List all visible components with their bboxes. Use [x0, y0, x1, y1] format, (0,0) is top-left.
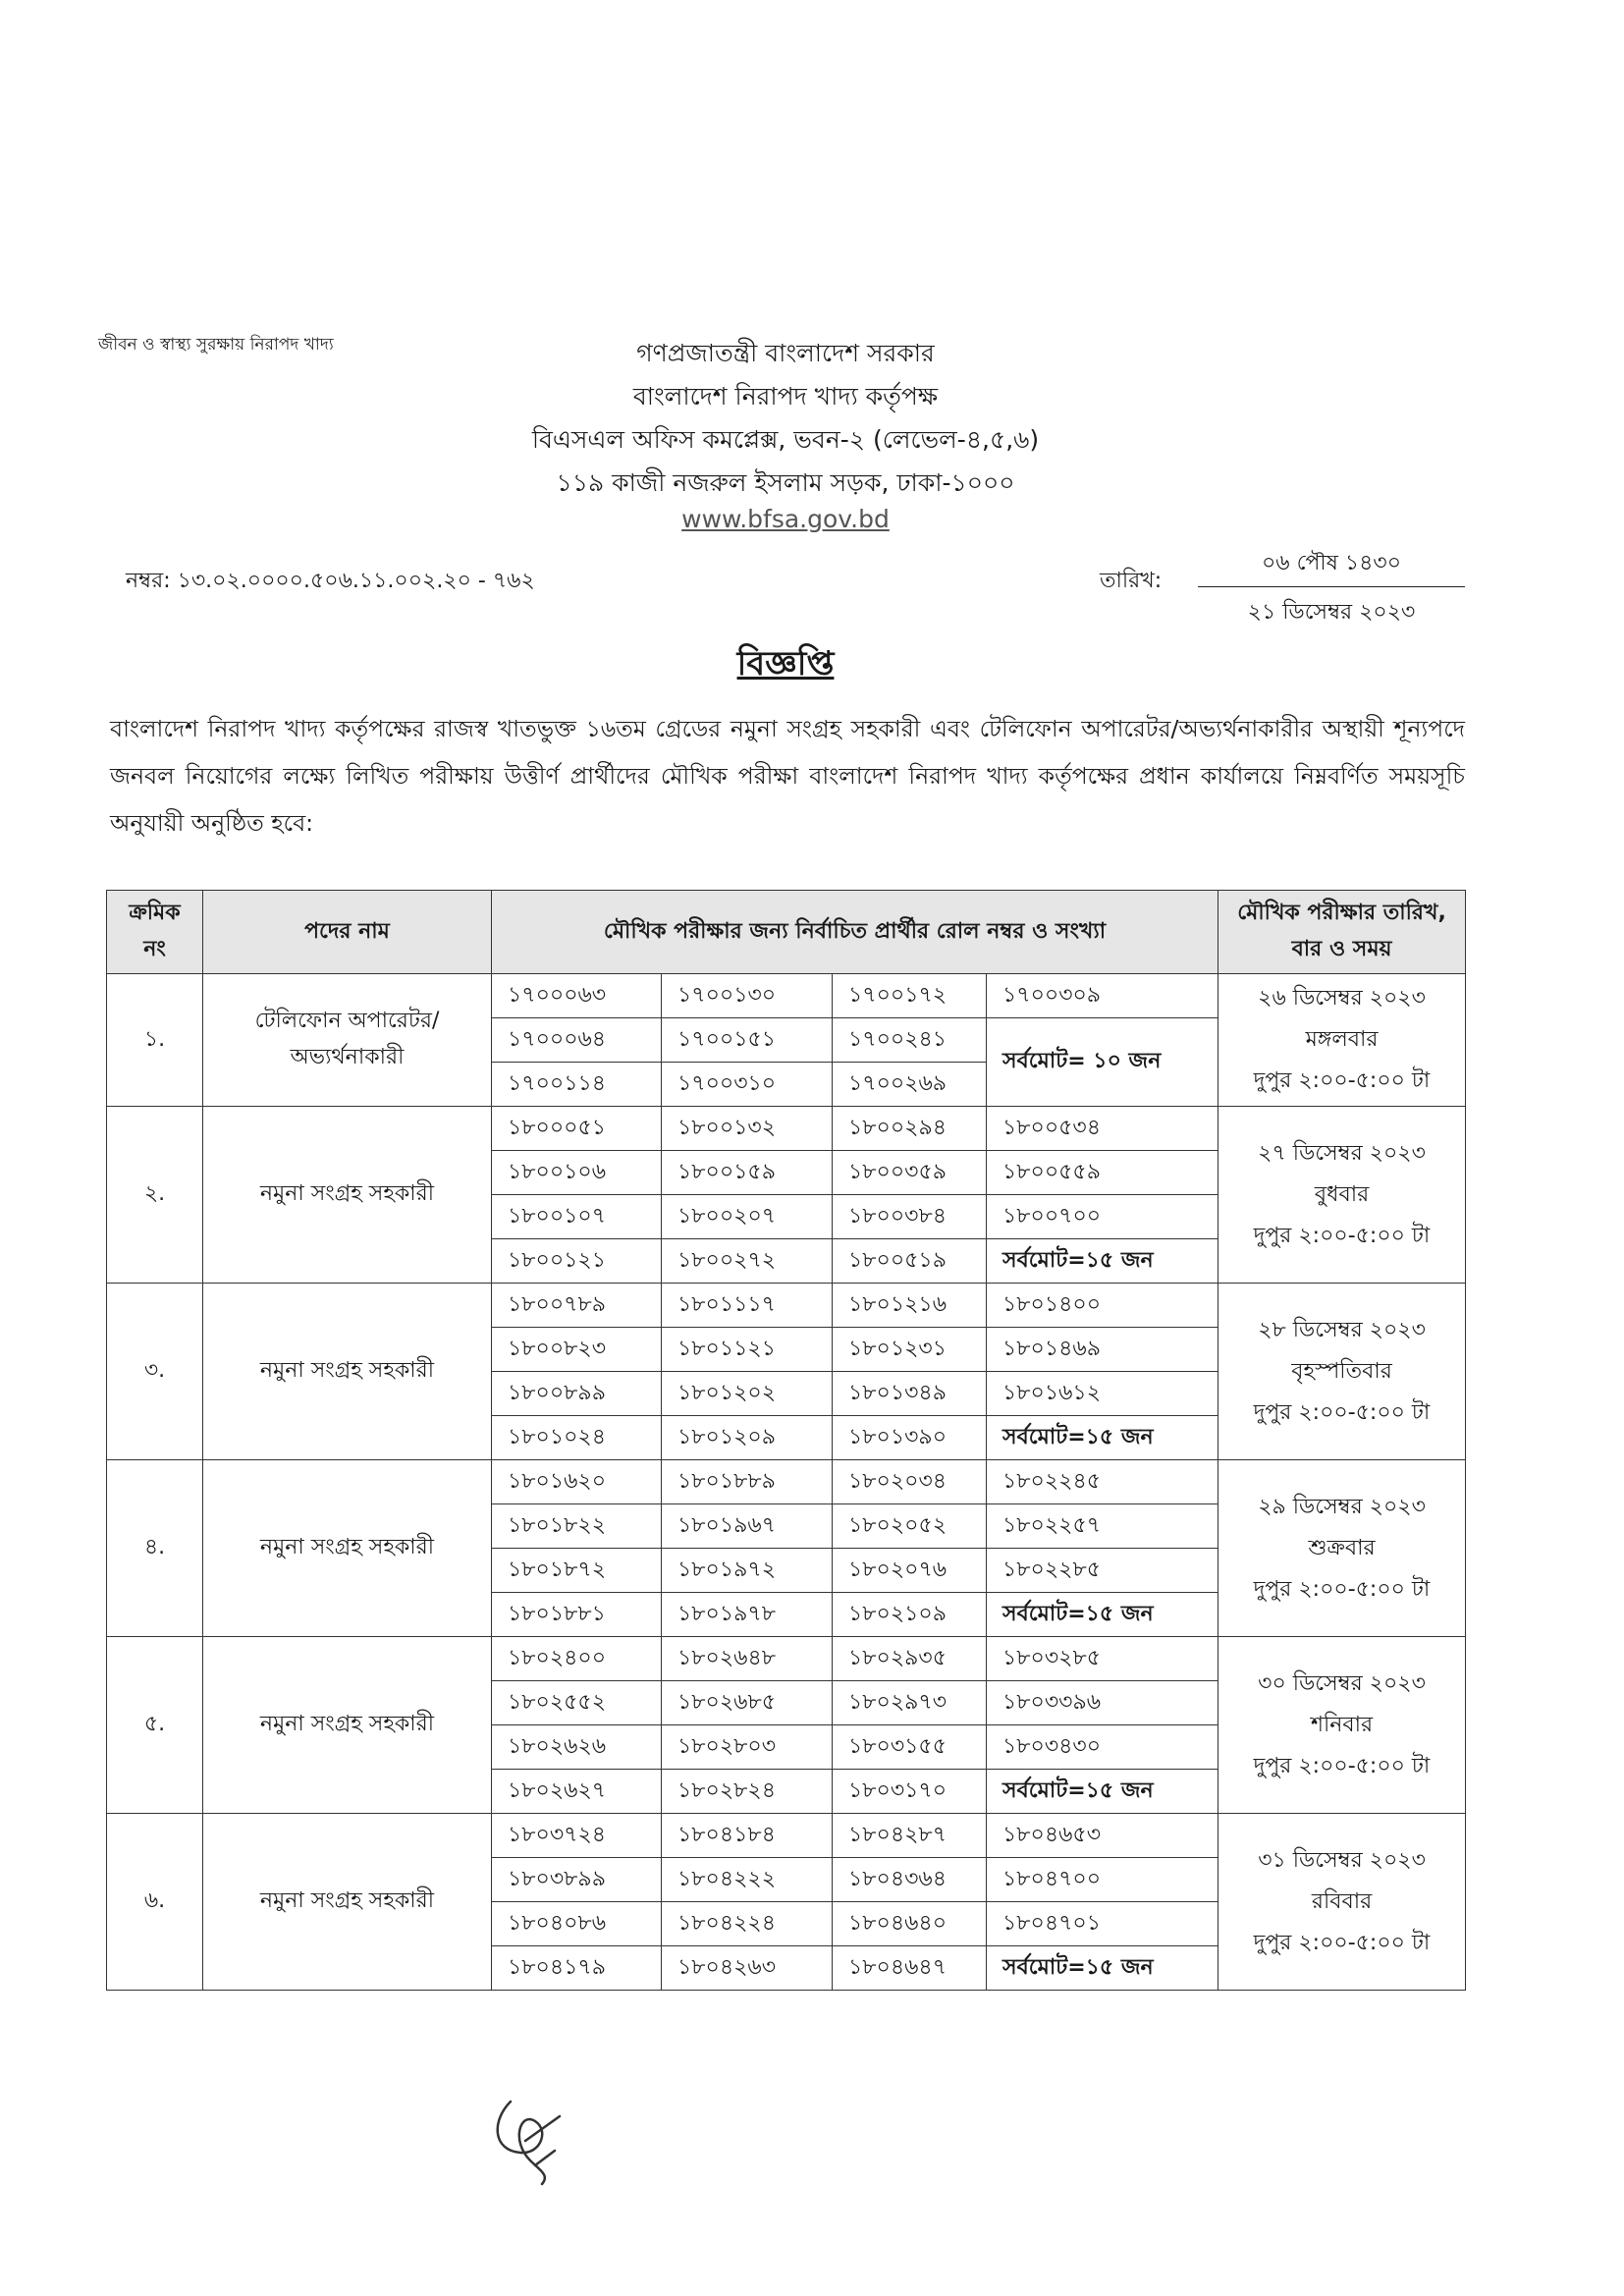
office-address-line1: বিএসএল অফিস কমপ্লেক্স, ভবন-২ (লেভেল-৪,৫,৬) — [531, 425, 1040, 454]
header-schedule: মৌখিক পরীক্ষার তারিখ, বার ও সময় — [1218, 891, 1466, 974]
roll-number-cell: ১৮০৩১৫৫ — [833, 1725, 987, 1770]
table-row — [107, 1284, 1466, 1328]
schedule-date: ২৯ ডিসেম্বর ২০২৩ — [1258, 1494, 1426, 1519]
serial-cell: ৩. — [107, 1284, 203, 1460]
serial-cell: ৫. — [107, 1637, 203, 1814]
table-row — [107, 1107, 1466, 1151]
roll-number-cell: ১৮০৪২২৪ — [662, 1902, 833, 1946]
total-count-cell: সর্বমোট=১৫ জন — [987, 1416, 1218, 1460]
roll-number-cell: ১৮০৩১৭০ — [833, 1770, 987, 1814]
roll-number-cell: ১৮০২৬৪৮ — [662, 1637, 833, 1681]
roll-number-cell: ১৮০১৩৪৯ — [833, 1372, 987, 1416]
schedule-time: দুপুর ২:০০-৫:০০ টা — [1253, 1399, 1431, 1425]
roll-number-cell: ১৮০২৪০০ — [492, 1637, 662, 1681]
roll-number-cell: ১৮০২৫৫২ — [492, 1681, 662, 1725]
roll-number-cell: ১৮০১৯৭২ — [662, 1549, 833, 1593]
serial-cell: ৪. — [107, 1460, 203, 1637]
serial-cell: ৬. — [107, 1814, 203, 1991]
roll-number-cell: ১৮০১৩৯০ — [833, 1416, 987, 1460]
roll-number-cell: ১৮০৪১৮৪ — [662, 1814, 833, 1858]
total-count-cell: সর্বমোট=১৫ জন — [987, 1593, 1218, 1637]
roll-number-cell: ১৮০২২৮৫ — [987, 1549, 1218, 1593]
office-address-line2: ১১৯ কাজী নজরুল ইসলাম সড়ক, ঢাকা-১০০০ — [556, 468, 1015, 497]
notice-title: বিজ্ঞপ্তি — [736, 644, 835, 683]
roll-number-cell: ১৮০১১২১ — [662, 1328, 833, 1372]
roll-number-cell: ১৭০০১৩০ — [662, 974, 833, 1018]
roll-number-cell: ১৮০৩২৮৫ — [987, 1637, 1218, 1681]
date-gregorian: ২১ ডিসেম্বর ২০২৩ — [1247, 600, 1416, 625]
table-header-row — [107, 891, 1466, 974]
roll-number-cell: ১৮০২২৫৭ — [987, 1504, 1218, 1549]
schedule-day: শনিবার — [1310, 1712, 1374, 1737]
roll-number-cell: ১৮০১৮৮৯ — [662, 1460, 833, 1504]
schedule-day: মঙ্গলবার — [1305, 1027, 1379, 1052]
schedule-table — [106, 890, 1466, 1991]
government-name: গণপ্রজাতন্ত্রী বাংলাদেশ সরকার — [636, 339, 935, 367]
signature — [481, 2082, 589, 2190]
schedule-day: বুধবার — [1314, 1181, 1370, 1207]
schedule-date: ২৭ ডিসেম্বর ২০২৩ — [1258, 1140, 1426, 1166]
roll-number-cell: ১৮০৪৭০১ — [987, 1902, 1218, 1946]
roll-number-cell: ১৮০১২৩১ — [833, 1328, 987, 1372]
roll-number-cell: ১৮০০৭০০ — [987, 1195, 1218, 1239]
header-rolls: মৌখিক পরীক্ষার জন্য নির্বাচিত প্রার্থীর রোল নম্বর ও সংখ্যা — [492, 891, 1218, 974]
roll-number-cell: ১৮০০৫১৯ — [833, 1239, 987, 1284]
roll-number-cell: ১৮০০২৯৪ — [833, 1107, 987, 1151]
roll-number-cell: ১৮০২৬২৬ — [492, 1725, 662, 1770]
schedule-cell — [1218, 1637, 1466, 1814]
post-name-cell: টেলিফোন অপারেটর/অভ্যর্থনাকারী — [203, 974, 492, 1107]
serial-cell: ১. — [107, 974, 203, 1107]
roll-number-cell: ১৮০৩৮৯৯ — [492, 1858, 662, 1902]
roll-number-cell: ১৮০২৬২৭ — [492, 1770, 662, 1814]
roll-number-cell: ১৮০১২০২ — [662, 1372, 833, 1416]
schedule-cell — [1218, 1814, 1466, 1991]
header-serial: ক্রমিক নং — [107, 891, 203, 974]
post-name-cell: নমুনা সংগ্রহ সহকারী — [203, 1637, 492, 1814]
roll-number-cell: ১৮০১১১৭ — [662, 1284, 833, 1328]
roll-number-cell: ১৮০০২০৭ — [662, 1195, 833, 1239]
schedule-date: ৩১ ডিসেম্বর ২০২৩ — [1258, 1847, 1426, 1873]
roll-number-cell: ১৭০০৩০৯ — [987, 974, 1218, 1018]
roll-number-cell: ১৮০৪৭০০ — [987, 1858, 1218, 1902]
roll-number-cell: ১৮০০৮৯৯ — [492, 1372, 662, 1416]
roll-number-cell: ১৮০৪৬৫৩ — [987, 1814, 1218, 1858]
date-bangla: ০৬ পৌষ ১৪৩০ — [1198, 546, 1465, 587]
roll-number-cell: ১৮০২০৭৬ — [833, 1549, 987, 1593]
roll-number-cell: ১৭০০২৬৯ — [833, 1063, 987, 1107]
roll-number-cell: ১৮০২৯৩৫ — [833, 1637, 987, 1681]
roll-number-cell: ১৮০২৮০৩ — [662, 1725, 833, 1770]
roll-number-cell: ১৮০১৯৭৮ — [662, 1593, 833, 1637]
schedule-time: দুপুর ২:০০-৫:০০ টা — [1253, 1753, 1431, 1778]
roll-number-cell: ১৮০০১৩২ — [662, 1107, 833, 1151]
roll-number-cell: ১৭০০১৭২ — [833, 974, 987, 1018]
roll-number-cell: ১৮০৪২২২ — [662, 1858, 833, 1902]
roll-number-cell: ১৮০০১০৭ — [492, 1195, 662, 1239]
roll-number-cell: ১৮০১৪৬৯ — [987, 1328, 1218, 1372]
schedule-day: শুক্রবার — [1308, 1535, 1376, 1560]
notice-body: বাংলাদেশ নিরাপদ খাদ্য কর্তৃপক্ষের রাজস্ব খাতভুক্ত ১৬তম গ্রেডের নমুনা সংগ্রহ সহকারী এবং টেলিফোন অপারেটর/অভ্যর্থনাকারীর অস্থায়ী শূন্যপদে জনবল নিয়োগের লক্ষ্যে লিখিত পরীক্ষায় উত্তীর্ণ প্রার্থীদের মৌখিক পরীক্ষা বাংলাদেশ নিরাপদ খাদ্য কর্তৃপক্ষের প্রধান কার্যালয়ে নিম্নবর্ণিত সময়সূচি অনুযায়ী অনুষ্ঠিত হবে: — [110, 715, 1465, 837]
roll-number-cell: ১৮০১৪০০ — [987, 1284, 1218, 1328]
post-name-cell: নমুনা সংগ্রহ সহকারী — [203, 1284, 492, 1460]
website-link[interactable]: www.bfsa.gov.bd — [681, 505, 890, 533]
roll-number-cell: ১৮০৩৩৯৬ — [987, 1681, 1218, 1725]
roll-number-cell: ১৮০১২০৯ — [662, 1416, 833, 1460]
roll-number-cell: ১৮০১৬১২ — [987, 1372, 1218, 1416]
table-row — [107, 1814, 1466, 1858]
roll-number-cell: ১৭০০২৪১ — [833, 1018, 987, 1063]
schedule-time: দুপুর ২:০০-৫:০০ টা — [1253, 1068, 1431, 1093]
roll-number-cell: ১৮০২০৩৪ — [833, 1460, 987, 1504]
roll-number-cell: ১৮০২০৫২ — [833, 1504, 987, 1549]
schedule-date: ২৬ ডিসেম্বর ২০২৩ — [1258, 986, 1426, 1011]
roll-number-cell: ১৮০৪৩৬৪ — [833, 1858, 987, 1902]
roll-number-cell: ১৮০৪০৮৬ — [492, 1902, 662, 1946]
roll-number-cell: ১৮০০১০৬ — [492, 1151, 662, 1195]
schedule-time: দুপুর ২:০০-৫:০০ টা — [1253, 1576, 1431, 1602]
roll-number-cell: ১৮০২৬৮৫ — [662, 1681, 833, 1725]
roll-number-cell: ১৮০০৩৮৪ — [833, 1195, 987, 1239]
schedule-cell — [1218, 1284, 1466, 1460]
roll-number-cell: ১৮০৪২৬৩ — [662, 1946, 833, 1991]
roll-number-cell: ১৮০০১৫৯ — [662, 1151, 833, 1195]
post-name-cell: নমুনা সংগ্রহ সহকারী — [203, 1460, 492, 1637]
schedule-day: রবিবার — [1311, 1888, 1373, 1914]
post-name-cell: নমুনা সংগ্রহ সহকারী — [203, 1814, 492, 1991]
roll-number-cell: ১৭০০১১৪ — [492, 1063, 662, 1107]
total-count-cell: সর্বমোট= ১০ জন — [987, 1018, 1218, 1107]
schedule-cell — [1218, 1460, 1466, 1637]
schedule-cell — [1218, 1107, 1466, 1284]
post-name-cell: নমুনা সংগ্রহ সহকারী — [203, 1107, 492, 1284]
serial-cell: ২. — [107, 1107, 203, 1284]
authority-name: বাংলাদেশ নিরাপদ খাদ্য কর্তৃপক্ষ — [632, 382, 939, 410]
roll-number-cell: ১৮০২৯৭৩ — [833, 1681, 987, 1725]
table-row — [107, 1460, 1466, 1504]
tagline: জীবন ও স্বাস্থ্য সুরক্ষায় নিরাপদ খাদ্য — [98, 335, 334, 355]
roll-number-cell: ১৮০৪১৭৯ — [492, 1946, 662, 1991]
total-count-cell: সর্বমোট=১৫ জন — [987, 1946, 1218, 1991]
roll-number-cell: ১৮০০৭৮৯ — [492, 1284, 662, 1328]
total-count-cell: সর্বমোট=১৫ জন — [987, 1770, 1218, 1814]
date-label: তারিখ: — [1100, 569, 1163, 593]
roll-number-cell: ১৮০০০৫১ — [492, 1107, 662, 1151]
schedule-time: দুপুর ২:০০-৫:০০ টা — [1253, 1223, 1431, 1248]
total-count-cell: সর্বমোট=১৫ জন — [987, 1239, 1218, 1284]
roll-number-cell: ১৭০০৩১০ — [662, 1063, 833, 1107]
roll-number-cell: ১৮০৪৬৪০ — [833, 1902, 987, 1946]
roll-number-cell: ১৮০১২১৬ — [833, 1284, 987, 1328]
roll-number-cell: ১৮০১৬২০ — [492, 1460, 662, 1504]
roll-number-cell: ১৭০০০৬৩ — [492, 974, 662, 1018]
roll-number-cell: ১৮০০২৭২ — [662, 1239, 833, 1284]
roll-number-cell: ১৮০০১২১ — [492, 1239, 662, 1284]
roll-number-cell: ১৮০৪৬৪৭ — [833, 1946, 987, 1991]
roll-number-cell: ১৭০০০৬৪ — [492, 1018, 662, 1063]
roll-number-cell: ১৮০০৫৩৪ — [987, 1107, 1218, 1151]
schedule-date: ৩০ ডিসেম্বর ২০২৩ — [1258, 1670, 1426, 1696]
roll-number-cell: ১৮০২১০৯ — [833, 1593, 987, 1637]
roll-number-cell: ১৮০৩৪৩০ — [987, 1725, 1218, 1770]
roll-number-cell: ১৮০১৮৭২ — [492, 1549, 662, 1593]
roll-number-cell: ১৮০০৮২৩ — [492, 1328, 662, 1372]
roll-number-cell: ১৮০২২৪৫ — [987, 1460, 1218, 1504]
roll-number-cell: ১৮০০৩৫৯ — [833, 1151, 987, 1195]
schedule-cell — [1218, 974, 1466, 1107]
memo-number: নম্বর: ১৩.০২.০০০০.৫০৬.১১.০০২.২০ - ৭৬২ — [126, 569, 535, 593]
roll-number-cell: ১৮০১৮৮১ — [492, 1593, 662, 1637]
roll-number-cell: ১৮০০৫৫৯ — [987, 1151, 1218, 1195]
roll-number-cell: ১৮০১৯৬৭ — [662, 1504, 833, 1549]
schedule-date: ২৮ ডিসেম্বর ২০২৩ — [1258, 1317, 1426, 1342]
roll-number-cell: ১৮০৩৭২৪ — [492, 1814, 662, 1858]
table-body — [107, 974, 1466, 1991]
roll-number-cell: ১৮০১০২৪ — [492, 1416, 662, 1460]
header-post: পদের নাম — [203, 891, 492, 974]
table-row — [107, 974, 1466, 1018]
roll-number-cell: ১৮০৪২৮৭ — [833, 1814, 987, 1858]
schedule-day: বৃহস্পতিবার — [1291, 1358, 1392, 1384]
roll-number-cell: ১৮০১৮২২ — [492, 1504, 662, 1549]
table-row — [107, 1637, 1466, 1681]
roll-number-cell: ১৮০২৮২৪ — [662, 1770, 833, 1814]
roll-number-cell: ১৭০০১৫১ — [662, 1018, 833, 1063]
schedule-time: দুপুর ২:০০-৫:০০ টা — [1253, 1930, 1431, 1955]
